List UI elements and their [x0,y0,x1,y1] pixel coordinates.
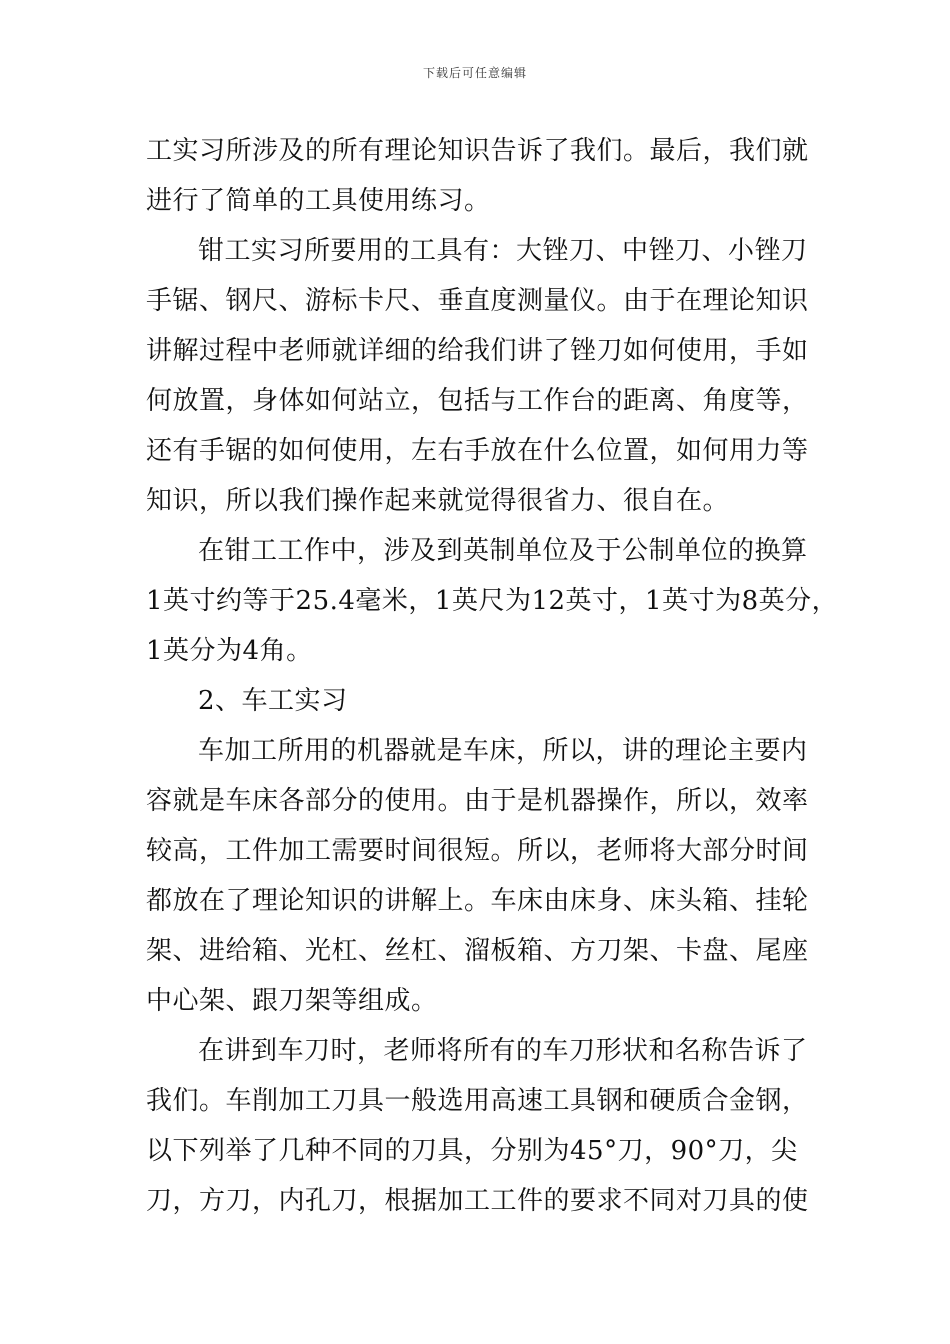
paragraph-start-line: 钳工实习所要用的工具有：大锉刀、中锉刀、小锉刀 [198,236,808,266]
text-line: 中心架、跟刀架等组成。 [146,986,438,1016]
text-line: 较高，工件加工需要时间很短。所以，老师将大部分时间 [146,836,809,866]
text-line: 容就是车床各部分的使用。由于是机器操作，所以，效率 [146,786,809,816]
text-line: 进行了简单的工具使用练习。 [146,186,491,216]
text-line: 知识，所以我们操作起来就觉得很省力、很自在。 [146,486,730,516]
text-line: 讲解过程中老师就详细的给我们讲了锉刀如何使用，手如 [146,336,809,366]
text-line: 工实习所涉及的所有理论知识告诉了我们。最后，我们就 [146,136,809,166]
text-line: 架、进给箱、光杠、丝杠、溜板箱、方刀架、卡盘、尾座 [146,936,809,966]
document-body [146,126,839,1226]
text-line: 手锯、钢尺、游标卡尺、垂直度测量仪。由于在理论知识 [146,286,809,316]
page-header: 下载后可任意编辑 [422,66,527,80]
text-line: 刀，方刀，内孔刀，根据加工工件的要求不同对刀具的使 [146,1186,809,1216]
text-line: 我们。车削加工刀具一般选用高速工具钢和硬质合金钢， [146,1086,809,1116]
text-line: 都放在了理论知识的讲解上。车床由床身、床头箱、挂轮 [146,886,809,916]
text-line: 以下列举了几种不同的刀具，分别为45°刀，90°刀，尖 [146,1136,798,1166]
paragraph-start-line: 在钳工工作中，涉及到英制单位及于公制单位的换算 [198,536,808,566]
text-line: 1英寸约等于25.4毫米，1英尺为12英寸，1英寸为8英分， [146,586,839,616]
text-line: 还有手锯的如何使用，左右手放在什么位置，如何用力等 [146,436,809,466]
text-line: 1英分为4角。 [146,636,313,666]
section-heading: 2、车工实习 [198,686,348,716]
paragraph-start-line: 车加工所用的机器就是车床，所以，讲的理论主要内 [198,736,808,766]
paragraph-start-line: 在讲到车刀时，老师将所有的车刀形状和名称告诉了 [198,1036,808,1066]
text-line: 何放置，身体如何站立，包括与工作台的距离、角度等， [146,386,809,416]
